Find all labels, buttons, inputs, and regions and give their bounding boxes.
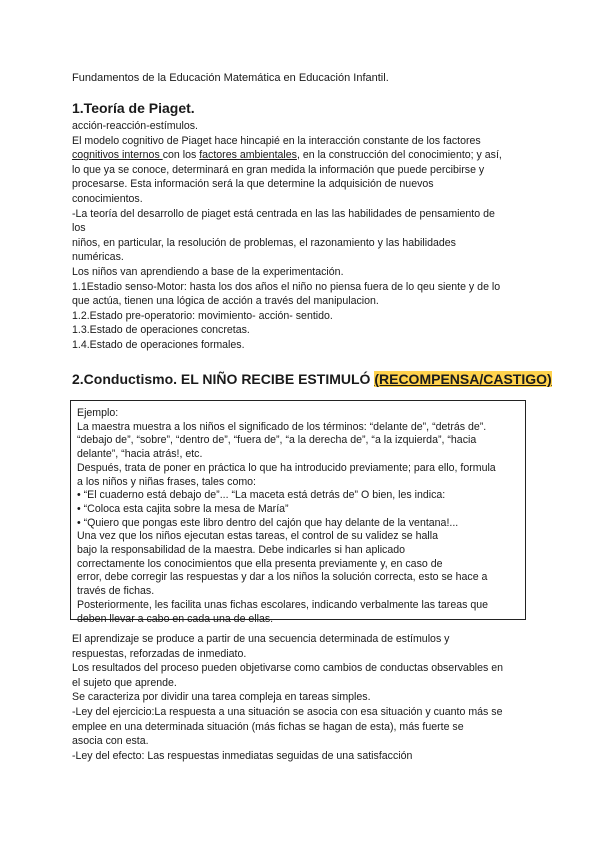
text-line: numéricas. [72, 251, 124, 264]
text-line: Los niños van aprendiendo a base de la experimentación. [72, 265, 344, 278]
box-line: a los niños y niñas frases, tales como: [77, 475, 257, 488]
text-line: Los resultados del proceso pueden objetivarse como cambios de conductas observables en [72, 662, 504, 675]
box-line: • “El cuaderno está debajo de”... “La maceta está detrás de” O bien, les indica: [77, 489, 446, 502]
text-line: El modelo cognitivo de Piaget hace hincapié en la interacción constante de los factores [72, 134, 481, 147]
text-line: El aprendizaje se produce a partir de una secuencia determinada de estímulos y [72, 633, 450, 645]
text-fragment: , en la construcción del conocimiento; y así, [296, 149, 502, 162]
box-line: • “Coloca esta cajita sobre la mesa de María” [77, 502, 289, 515]
document-title: Fundamentos de la Educación Matemática en Educación Infantil. [72, 72, 389, 84]
section2-body [72, 632, 532, 763]
section1-heading: 1.Teoría de Piaget. [72, 100, 195, 116]
underlined-term: factores ambientales [199, 149, 297, 162]
text-line: respuestas, reforzadas de inmediato. [72, 647, 247, 660]
box-line: través de fichas. [77, 585, 155, 598]
text-line: los [72, 222, 86, 235]
box-line: deben llevar a cabo en cada una de ellas. [77, 612, 274, 625]
text-line: 1.2.Estado pre-operatorio: movimiento- acción- sentido. [72, 309, 333, 322]
section1-body [72, 119, 532, 353]
text-line: 1.1Estadio senso-Motor: hasta los dos años el niño no piensa fuera de lo qeu siente y de lo [72, 280, 501, 293]
text-line: Se caracteriza por dividir una tarea compleja en tareas simples. [72, 691, 371, 704]
underlined-term: cognitivos internos [72, 149, 163, 162]
text-fragment: con los [162, 149, 200, 162]
text-line: asocia con esta. [72, 735, 149, 748]
box-line: delante”, “hacia atrás!, etc. [77, 448, 203, 461]
text-line: -Ley del efecto: Las respuestas inmediatas seguidas de una satisfacción [72, 749, 413, 762]
box-line: Posteriormente, les facilita unas fichas escolares, indicando verbalmente las tareas que [77, 598, 489, 611]
box-line: Ejemplo: [77, 407, 119, 419]
heading-text: 2.Conductismo. EL NIÑO RECIBE ESTIMULÓ [72, 371, 375, 387]
text-line: 1.3.Estado de operaciones concretas. [72, 324, 250, 337]
box-line: correctamente los conocimientos que ella presenta previamente y, en caso de [77, 557, 443, 570]
box-line: La maestra muestra a los niños el significado de los términos: “delante de”, “detrás de”. [77, 420, 487, 433]
text-line: 1.4.Estado de operaciones formales. [72, 338, 245, 351]
text-line: niños, en particular, la resolución de problemas, el razonamiento y las habilidades [72, 236, 456, 249]
text-line: procesarse. Esta información será la que determine la adquisición de nuevos [72, 178, 434, 191]
text-line: -La teoría del desarrollo de piaget está centrada en las las habilidades de pensamiento de [72, 207, 495, 220]
section2-heading [72, 371, 552, 387]
box-line: • “Quiero que pongas este libro dentro del cajón que hay delante de la ventana!... [77, 516, 459, 529]
highlighted-term: (RECOMPENSA/CASTIGO) [374, 371, 552, 387]
text-line: -Ley del ejercicio:La respuesta a una situación se asocia con esa situación y cuanto más se [72, 705, 503, 718]
text-line: emplee en una determinada situación (más fichas se hagan de esta), más fuerte se [72, 720, 464, 733]
example-box [70, 400, 526, 625]
text-line: lo que ya se conoce, determinará en gran medida la información que puede percibirse y [72, 163, 485, 176]
box-line: error, debe corregir las respuestas y dar a los niños la solución correcta, esto se hace a [77, 571, 488, 584]
box-line: bajo la responsabilidad de la maestra. Debe indicarles si han aplicado [77, 544, 406, 557]
box-line: Una vez que los niños ejecutan estas tareas, el control de su validez se halla [77, 530, 438, 543]
text-line [72, 148, 532, 163]
box-line: Después, trata de poner en práctica lo que ha introducido previamente; para ello, formula [77, 461, 496, 474]
text-line: que actúa, tienen una lógica de acción a través del manipulacion. [72, 295, 379, 308]
example-box-content [77, 407, 496, 626]
text-line: el sujeto que aprende. [72, 676, 177, 689]
text-line: conocimientos. [72, 192, 143, 205]
box-line: “debajo de”, “sobre”, “dentro de”, “fuera de”, “a la derecha de”, “a la izquierda”, “hacia [77, 434, 477, 447]
section1-subtitle: acción-reacción-estímulos. [72, 120, 198, 132]
